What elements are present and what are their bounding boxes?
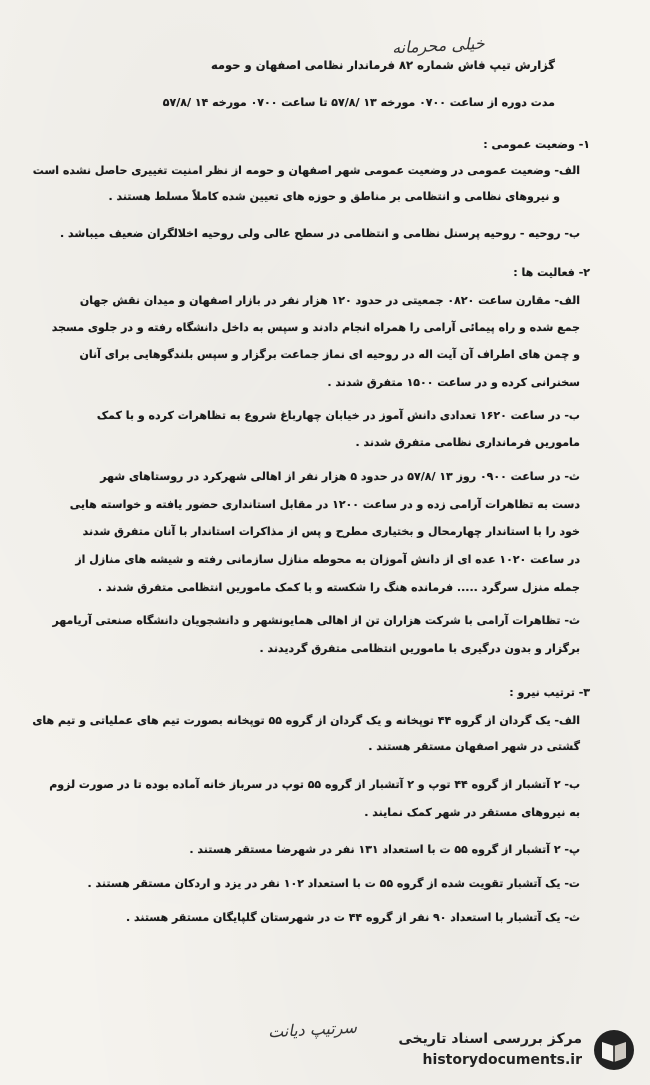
handwritten-note: خیلی محرمانه: [391, 33, 486, 58]
watermark: [386, 1022, 642, 1078]
document-title: گزارش تیپ فاش شماره ۸۲ فرماندار نظامی اصفهان و حومه: [210, 58, 555, 72]
document-line: ۱- وضعیت عمومی :: [483, 138, 590, 151]
document-line: در ساعت ۱۰۲۰ عده ای از دانش آموزان به محوطه منازل سازمانی رفته و شیشه های منازل از: [75, 553, 580, 566]
document-line: ب- ۲ آتشبار از گروه ۴۴ توپ و ۲ آتشبار از گروه ۵۵ توپ در سرباز خانه آماده بوده تا در صورت لزوم: [49, 778, 580, 791]
document-line: دست به تظاهرات آرامی زده و در ساعت ۱۲۰۰ در مقابل استانداری حضور یافته و خواسته هایی: [69, 498, 580, 511]
document-line: پ- ۲ آتشبار از گروه ۵۵ ت با استعداد ۱۳۱ نفر در شهرضا مستقر هستند .: [189, 843, 580, 856]
document-line: به نیروهای مستقر در شهر کمک نمایند .: [364, 806, 580, 819]
watermark-text-en: historydocuments.ir: [422, 1052, 582, 1068]
document-line: ۲- فعالیت ها :: [513, 266, 590, 279]
signature: سرتیپ دیانت: [267, 1017, 358, 1042]
document-line: جمله منزل سرگرد ..... فرمانده هنگ را شکسته و با کمک ماموریں انتظامی متفرق شدند .: [97, 581, 580, 594]
document-line: خود را با استاندار چهارمحال و بختیاری مطرح و پس از مذاکرات استاندار با آنان متفرق شدند: [82, 525, 580, 538]
document-line: ت- یک آتشبار تقویت شده از گروه ۵۵ ت با استعداد ۱۰۲ نفر در یزد و اردکان مستقر هستند .: [87, 877, 580, 890]
document-line: جمع شده و راه پیمائی آرامی را همراه انجام دادند و سپس به داخل دانشگاه رفته و در جلوی مسجد: [51, 321, 580, 334]
document-line: الف- مقارن ساعت ۰۸۲۰ جمعیتی در حدود ۱۲۰ هزار نفر در بازار اصفهان و میدان نقش جهان: [79, 294, 580, 307]
document-line: ث- تظاهرات آرامی با شرکت هزاران تن از اهالی همایونشهر و دانشجویان دانشگاه صنعتی آریامهر: [52, 614, 580, 627]
document-line: ب- در ساعت ۱۶۲۰ تعدادی دانش آموز در خیابان چهارباغ شروع به تظاهرات کرده و با کمک: [96, 409, 580, 422]
document-line: الف- وضعیت عمومی در وضعیت عمومی شهر اصفهان و حومه از نظر امنیت تغییری حاصل نشده است: [32, 164, 580, 177]
document-line: و نیروهای نظامی و انتظامی بر مناطق و حوزه های تعیین شده کاملاً مسلط هستند .: [108, 190, 560, 203]
document-line: برگزار و بدون درگیری با ماموریں انتظامی متفرق گردیدند .: [259, 642, 580, 655]
book-logo-icon: [592, 1028, 638, 1072]
document-line: ۳- ترتیب نیرو :: [509, 686, 590, 699]
document-line: سخنرانی کرده و در ساعت ۱۵۰۰ متفرق شدند .: [327, 376, 580, 389]
document-line: ب- روحیه - روحیه پرسنل نظامی و انتظامی در سطح عالی ولی روحیه اخلالگران ضعیف میباشد .: [60, 227, 580, 240]
document-line: و چمن های اطراف آن آیت اله در روحیه ای نماز جماعت برگزار و سپس بلندگوهایی برای آنان: [79, 348, 580, 361]
document-time-range: مدت دوره از ساعت ۰۷۰۰ مورخه ۱۳ /۵۷/۸ تا ساعت ۰۷۰۰ مورخه ۱۴ /۵۷/۸: [162, 96, 555, 109]
document-line: الف- یک گردان از گروه ۴۴ توپخانه و یک گردان از گروه ۵۵ توپخانه بصورت تیم های عملیاتی و تیم های: [32, 714, 580, 727]
document-line: ماموریں فرمانداری نظامی متفرق شدند .: [355, 436, 580, 449]
document-line: ث- در ساعت ۰۹۰۰ روز ۱۳ /۵۷/۸ در حدود ۵ هزار نفر از اهالی شهرکرد در روستاهای شهر: [100, 470, 580, 483]
document-line: گشتی در شهر اصفهان مستقر هستند .: [368, 740, 580, 753]
document-line: ث- یک آتشبار با استعداد ۹۰ نفر از گروه ۴۴ ت در شهرستان گلپایگان مستقر هستند .: [125, 911, 580, 924]
watermark-text-fa: مرکز بررسی اسناد تاریخی: [398, 1031, 582, 1047]
